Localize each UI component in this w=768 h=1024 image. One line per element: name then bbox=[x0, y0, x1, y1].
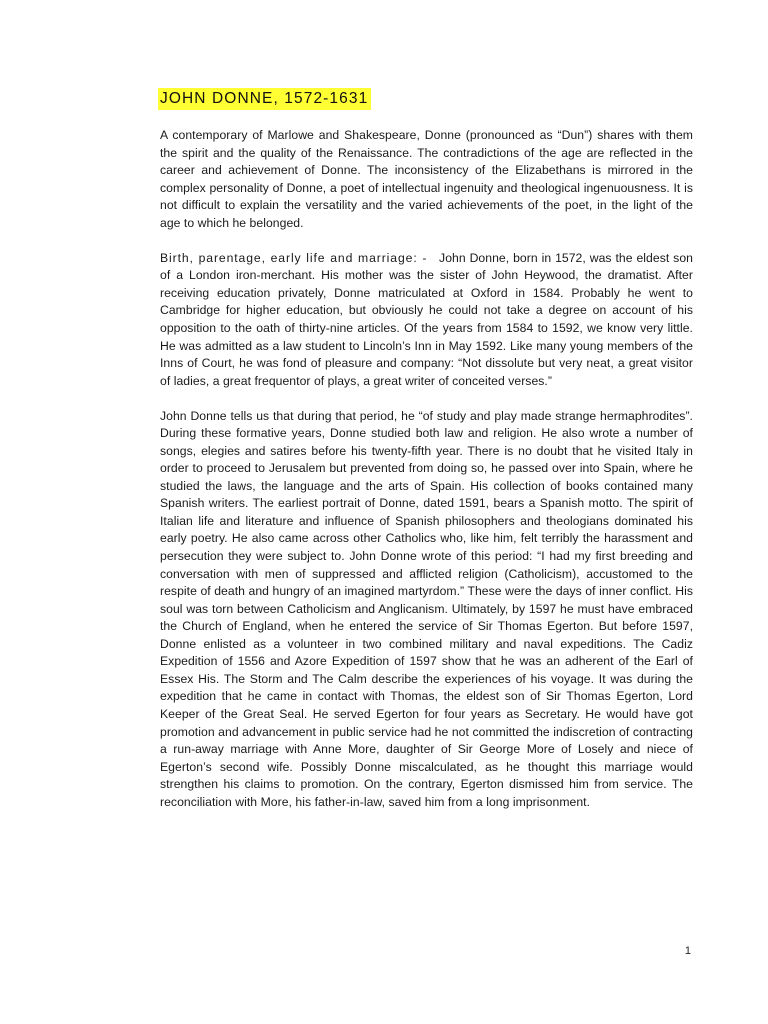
paragraph-study: John Donne tells us that during that period, he “of study and play made strange hermaphrodites”. During these formative years, Donne studied both law and religion. He also wrote a number of songs, elegies and satires before his twenty-fifth year. There is no doubt that he visited Italy in order to proceed to Jerusalem but prevented from doing so, he passed over into Spain, where he studied the laws, the language and the arts of Spain. His collection of books contained many Spanish writers. The earliest portrait of Donne, dated 1591, bears a Spanish motto. The spirit of Italian life and literature and influence of Spanish philosophers and theologians dominated his early poetry. He also came across other Catholics who, like him, felt terribly the harassment and persecution they were subject to. John Donne wrote of this period: “I had my first breeding and conversation with men of suppressed and afflicted religion (Catholicism), accustomed to the respite of death and hungry of an imagined martyrdom.” These were the days of inner conflict. His soul was torn between Catholicism and Anglicanism. Ultimately, by 1597 he must have embraced the Church of England, when he entered the service of Sir Thomas Egerton. But before 1597, Donne enlisted as a volunteer in two combined military and naval expeditions. The Cadiz Expedition of 1556 and Azore Expedition of 1597 show that he was an adherent of the Earl of Essex His. The Storm and The Calm describe the experiences of his voyage. It was during the expedition that he came in contact with Thomas, the eldest son of Sir Thomas Egerton, Lord Keeper of the Great Seal. He served Egerton for four years as Secretary. He would have got promotion and advancement in public service had he not committed the indiscretion of contracting a run-away marriage with Anne More, daughter of Sir George More of Losely and niece of Egerton’s second wife. Possibly Donne miscalculated, as he thought this marriage would strengthen his claims to promotion. On the contrary, Egerton dismissed him from service. The reconciliation with More, his father-in-law, saved him from a long imprisonment. bbox=[160, 408, 693, 809]
paragraph-birth-body: John Donne, born in 1572, was the eldest son of a London iron-merchant. His mother was the sister of John Heywood, the dramatist. After receiving education privately, Donne matriculated at Oxford in 1584. Probably he went to Cambridge for higher education, but obviously he could not take a degree on account of his opposition to the oath of thirty-nine articles. Of the years from 1584 to 1592, we know very little. He was admitted as a law student to Lincoln’s Inn in May 1592. Like many young members of the Inns of Court, he was fond of pleasure and company: “Not dissolute but very neat, a great visitor of ladies, a great frequentor of plays, a great writer of conceited verses.” bbox=[160, 250, 693, 388]
paragraph-birth bbox=[160, 250, 693, 390]
document-page bbox=[160, 88, 693, 811]
paragraph-gap bbox=[160, 232, 693, 250]
page-number: 1 bbox=[684, 945, 691, 957]
paragraph-birth-heading: Birth, parentage, early life and marriage: - bbox=[160, 250, 428, 265]
paragraph-intro: A contemporary of Marlowe and Shakespeare, Donne (pronounced as “Dun”) shares with them the spirit and the quality of the Renaissance. The contradictions of the age are reflected in the career and achievement of Donne. The inconsistency of the Elizabethans is mirrored in the complex personality of Donne, a poet of intellectual ingenuity and theological ingenuousness. It is not difficult to explain the versatility and the varied achievements of the poet, in the light of the age to which he belonged. bbox=[160, 128, 693, 230]
document-title: JOHN DONNE, 1572-1631 bbox=[158, 88, 371, 110]
paragraph-gap bbox=[160, 390, 693, 408]
